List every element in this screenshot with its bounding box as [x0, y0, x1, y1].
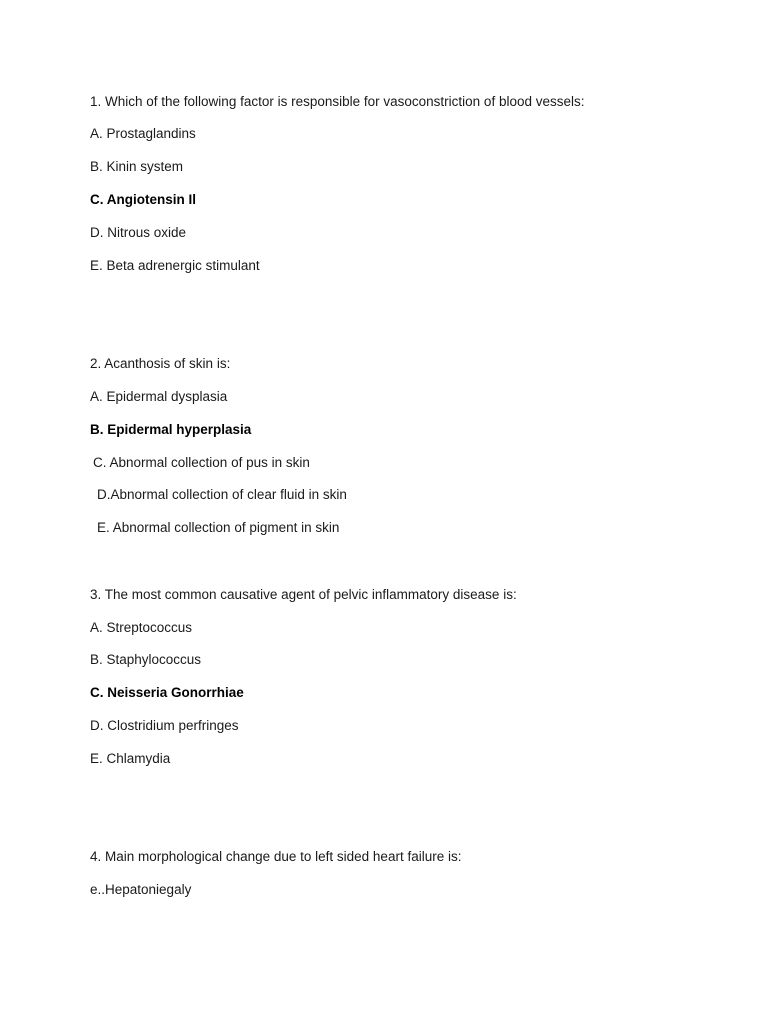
question-2-prompt: 2. Acanthosis of skin is:: [90, 356, 231, 371]
question-2-option-e: E. Abnormal collection of pigment in skin: [97, 520, 340, 535]
question-2-option-c: C. Abnormal collection of pus in skin: [93, 455, 310, 470]
question-1-option-e: E. Beta adrenergic stimulant: [90, 258, 260, 273]
question-3-option-a: A. Streptococcus: [90, 620, 193, 635]
question-1-option-c-answer: C. Angiotensin Il: [90, 192, 196, 207]
question-2-option-b-answer: B. Epidermal hyperplasia: [90, 422, 252, 437]
question-3-option-c-answer: C. Neisseria Gonorrhiae: [90, 685, 244, 700]
question-3-option-b: B. Staphylococcus: [90, 652, 202, 667]
question-4-option-e: e..Hepatoniegaly: [90, 882, 192, 897]
question-1-option-b: B. Kinin system: [90, 159, 184, 174]
question-3-option-d: D. Clostridium perfringes: [90, 718, 239, 733]
question-1-option-d: D. Nitrous oxide: [90, 225, 187, 240]
question-3-option-e: E. Chlamydia: [90, 751, 171, 766]
question-1-prompt: 1. Which of the following factor is responsible for vasoconstriction of blood vessels:: [90, 94, 585, 109]
question-3-prompt: 3. The most common causative agent of pelvic inflammatory disease is:: [90, 587, 517, 602]
question-2-option-d: D.Abnormal collection of clear fluid in skin: [97, 487, 347, 502]
question-4-prompt: 4. Main morphological change due to left sided heart failure is:: [90, 849, 462, 864]
question-1-option-a: A. Prostaglandins: [90, 126, 196, 141]
question-2-option-a: A. Epidermal dysplasia: [90, 389, 228, 404]
